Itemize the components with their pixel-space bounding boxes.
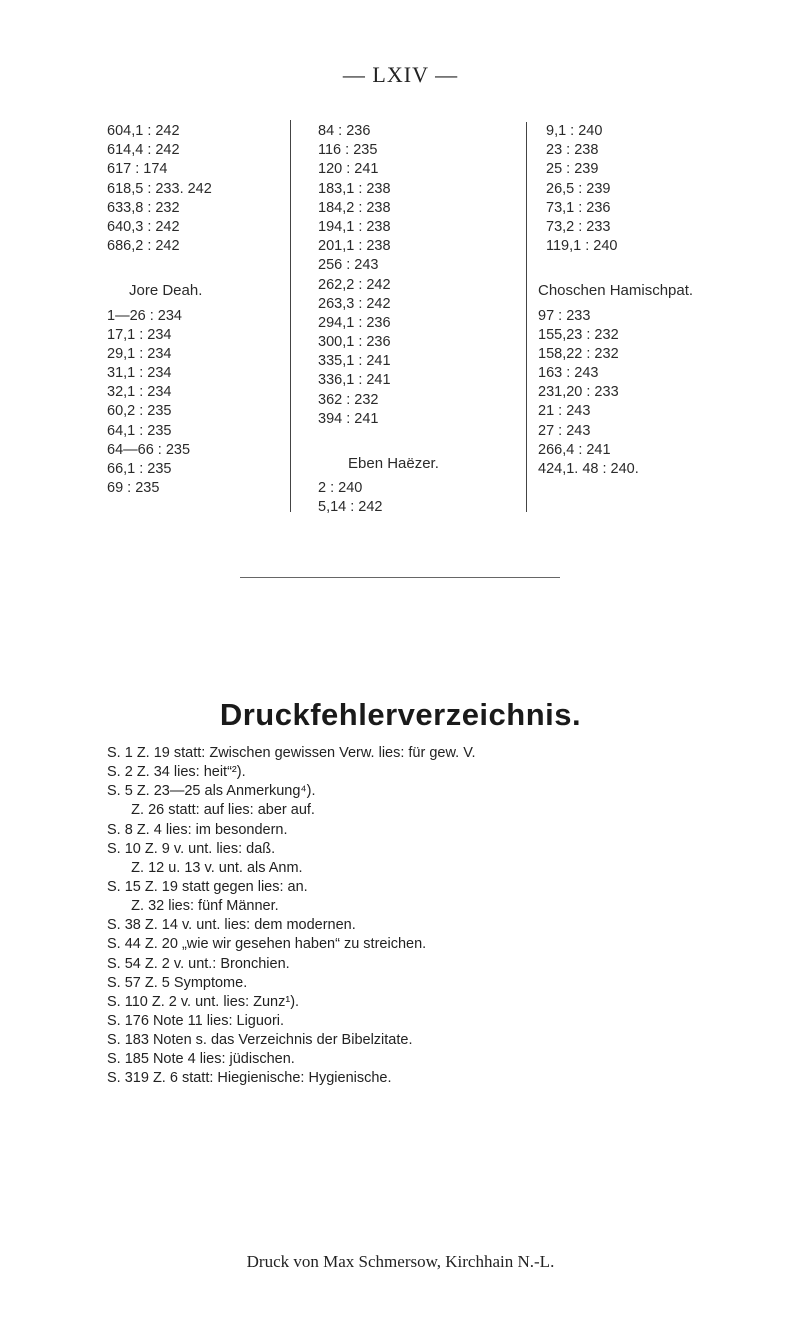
index-entry: 362 : 232: [318, 391, 379, 408]
entries-top: [318, 122, 518, 429]
index-entry: 183,1 : 238: [318, 180, 391, 197]
index-entry: 424,1. 48 : 240.: [538, 461, 639, 478]
errata-entry: S. 110 Z. 2 v. unt. lies: Zunz¹).: [107, 993, 300, 1010]
errata-entry: S. 5 Z. 23—25 als Anmerkung⁴).: [107, 783, 316, 800]
index-entry: 231,20 : 233: [538, 384, 619, 401]
errata-entry: S. 10 Z. 9 v. unt. lies: daß.: [107, 840, 276, 857]
index-entry: 617 : 174: [107, 161, 168, 178]
index-entry: 184,2 : 238: [318, 199, 391, 216]
entries-bottom: [538, 307, 778, 480]
entries-bottom: [318, 479, 518, 517]
index-column-2: [318, 122, 518, 518]
index-entry: 335,1 : 241: [318, 353, 391, 370]
index-entry: 119,1 : 240: [546, 238, 618, 255]
index-entry: 9,1 : 240: [546, 123, 603, 139]
errata-entry: S. 15 Z. 19 statt gegen lies: an.: [107, 878, 308, 895]
index-entry: 5,14 : 242: [318, 499, 383, 516]
entries-bottom: [107, 307, 282, 499]
errata-entry: Z. 26 statt: auf lies: aber auf.: [107, 802, 315, 819]
index-column-3: [538, 122, 778, 479]
column-divider: [526, 122, 527, 512]
section-heading: Eben Haëzer.: [348, 455, 439, 472]
index-entry: 25 : 239: [546, 161, 599, 178]
errata-list: [107, 744, 767, 1089]
entries-top: [107, 122, 282, 256]
index-entry: 2 : 240: [318, 480, 363, 497]
index-entry: 69 : 235: [107, 480, 160, 497]
index-entry: 31,1 : 234: [107, 365, 172, 382]
printer-imprint: Druck von Max Schmersow, Kirchhain N.-L.: [246, 1252, 555, 1271]
column-divider: [290, 120, 291, 512]
index-entry: 23 : 238: [546, 142, 599, 159]
errata-entry: S. 1 Z. 19 statt: Zwischen gewissen Verw. lies: für gew. V.: [107, 745, 476, 761]
errata-entry: S. 319 Z. 6 statt: Hiegienische: Hygienische.: [107, 1070, 392, 1087]
index-entry: 294,1 : 236: [318, 314, 391, 331]
section-heading: Choschen Hamischpat.: [538, 282, 694, 300]
index-entry: 633,8 : 232: [107, 199, 180, 216]
index-entry: 640,3 : 242: [107, 218, 180, 235]
errata-entry: S. 57 Z. 5 Symptome.: [107, 974, 248, 991]
index-entry: 1—26 : 234: [107, 307, 182, 324]
index-entry: 73,2 : 233: [546, 218, 611, 235]
errata-entry: S. 44 Z. 20 „wie wir gesehen haben“ zu streichen.: [107, 936, 427, 953]
index-entry: 266,4 : 241: [538, 441, 611, 458]
index-entry: 336,1 : 241: [318, 372, 391, 389]
index-entry: 155,23 : 232: [538, 326, 619, 343]
section-heading: Jore Deah.: [129, 282, 203, 300]
index-entry: 21 : 243: [538, 403, 591, 420]
index-entry: 97 : 233: [538, 307, 591, 324]
index-entry: 32,1 : 234: [107, 384, 172, 401]
errata-entry: Z. 32 lies: fünf Männer.: [107, 898, 279, 915]
page-header: — LXIV —: [342, 62, 459, 87]
index-entry: 158,22 : 232: [538, 345, 619, 362]
index-entry: 262,2 : 242: [318, 276, 391, 293]
index-entry: 604,1 : 242: [107, 123, 180, 139]
index-entry: 60,2 : 235: [107, 403, 172, 420]
errata-entry: S. 183 Noten s. das Verzeichnis der Bibelzitate.: [107, 1032, 413, 1049]
index-entry: 29,1 : 234: [107, 345, 172, 362]
errata-entry: S. 38 Z. 14 v. unt. lies: dem modernen.: [107, 917, 356, 934]
index-entry: 300,1 : 236: [318, 334, 391, 351]
index-entry: 27 : 243: [538, 422, 591, 439]
index-entry: 614,4 : 242: [107, 142, 180, 159]
index-entry: 116 : 235: [318, 142, 378, 159]
index-entry: 163 : 243: [538, 365, 599, 382]
index-entry: 686,2 : 242: [107, 238, 180, 255]
index-entry: 120 : 241: [318, 161, 379, 178]
index-entry: 256 : 243: [318, 257, 379, 274]
errata-entry: S. 2 Z. 34 lies: heit“²).: [107, 764, 246, 781]
index-entry: 64,1 : 235: [107, 422, 172, 439]
index-entry: 84 : 236: [318, 123, 371, 139]
index-entry: 66,1 : 235: [107, 461, 172, 478]
section-separator: [240, 577, 560, 578]
index-entry: 618,5 : 233. 242: [107, 180, 212, 197]
errata-entry: Z. 12 u. 13 v. unt. als Anm.: [107, 859, 303, 876]
index-entry: 263,3 : 242: [318, 295, 391, 312]
index-entry: 73,1 : 236: [546, 199, 611, 216]
errata-entry: S. 8 Z. 4 lies: im besondern.: [107, 821, 288, 838]
index-column-1: [107, 122, 282, 498]
index-entry: 201,1 : 238: [318, 238, 391, 255]
index-entry: 64—66 : 235: [107, 441, 191, 458]
errata-entry: S. 176 Note 11 lies: Liguori.: [107, 1012, 285, 1029]
errata-entry: S. 54 Z. 2 v. unt.: Bronchien.: [107, 955, 290, 972]
index-entry: 17,1 : 234: [107, 326, 172, 343]
entries-top: [538, 122, 778, 256]
errata-title: Druckfehlerverzeichnis.: [219, 697, 582, 732]
index-entry: 26,5 : 239: [546, 180, 611, 197]
errata-entry: S. 185 Note 4 lies: jüdischen.: [107, 1051, 295, 1068]
index-entry: 194,1 : 238: [318, 218, 391, 235]
index-entry: 394 : 241: [318, 410, 379, 427]
